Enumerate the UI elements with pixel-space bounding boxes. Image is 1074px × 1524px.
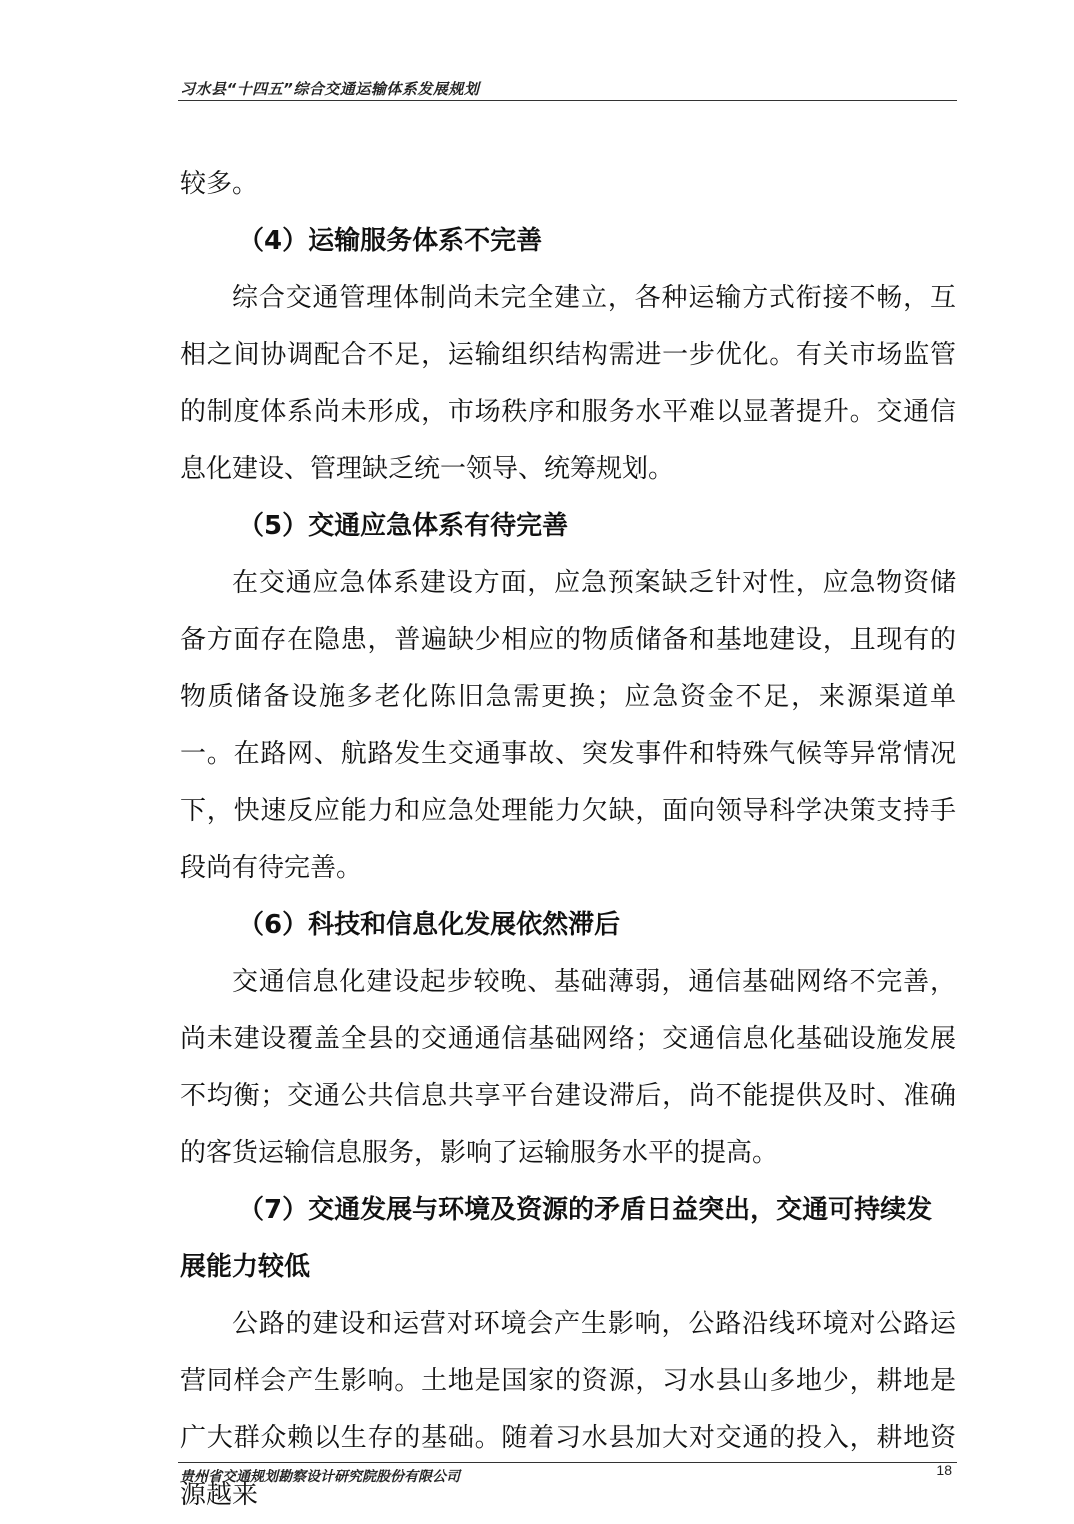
- paragraph-continued: 较多。: [180, 169, 259, 199]
- page-number: 18: [936, 1462, 952, 1478]
- section-heading-5: （5）交通应急体系有待完善: [238, 511, 569, 541]
- paragraph-7: 公路的建设和运营对环境会产生影响，公路沿线环境对公路运营同样会产生影响。土地是国家的资源，习水县山多地少，耕地是广大群众赖以生存的基础。随着习水县加大对交通的投入，耕地资源越来: [180, 1309, 956, 1510]
- footer-company: 贵州省交通规划勘察设计研究院股份有限公司: [180, 1469, 460, 1485]
- page-body: [180, 156, 956, 1524]
- paragraph-6: 交通信息化建设起步较晚、基础薄弱，通信基础网络不完善，尚未建设覆盖全县的交通通信基础网络；交通信息化基础设施发展不均衡；交通公共信息共享平台建设滞后，尚不能提供及时、准确的客货运输信息服务，影响了运输服务水平的提高。: [180, 967, 956, 1168]
- footer-divider: [178, 1462, 957, 1463]
- running-header: 习水县“十四五”综合交通运输体系发展规划: [180, 80, 480, 98]
- section-heading-6: （6）科技和信息化发展依然滞后: [238, 910, 621, 940]
- header-divider: [178, 100, 957, 101]
- section-heading-4: （4）运输服务体系不完善: [238, 226, 543, 256]
- paragraph-5: 在交通应急体系建设方面，应急预案缺乏针对性，应急物资储备方面存在隐患，普遍缺少相应的物质储备和基地建设，且现有的物质储备设施多老化陈旧急需更换；应急资金不足，来源渠道单一。在路网、航路发生交通事故、突发事件和特殊气候等异常情况下，快速反应能力和应急处理能力欠缺，面向领导科学决策支持手段尚有待完善。: [180, 568, 956, 883]
- paragraph-4: 综合交通管理体制尚未完全建立，各种运输方式衔接不畅，互相之间协调配合不足，运输组织结构需进一步优化。有关市场监管的制度体系尚未形成，市场秩序和服务水平难以显著提升。交通信息化建设、管理缺乏统一领导、统筹规划。: [180, 283, 956, 484]
- section-heading-7: （7）交通发展与环境及资源的矛盾日益突出，交通可持续发展能力较低: [180, 1195, 933, 1282]
